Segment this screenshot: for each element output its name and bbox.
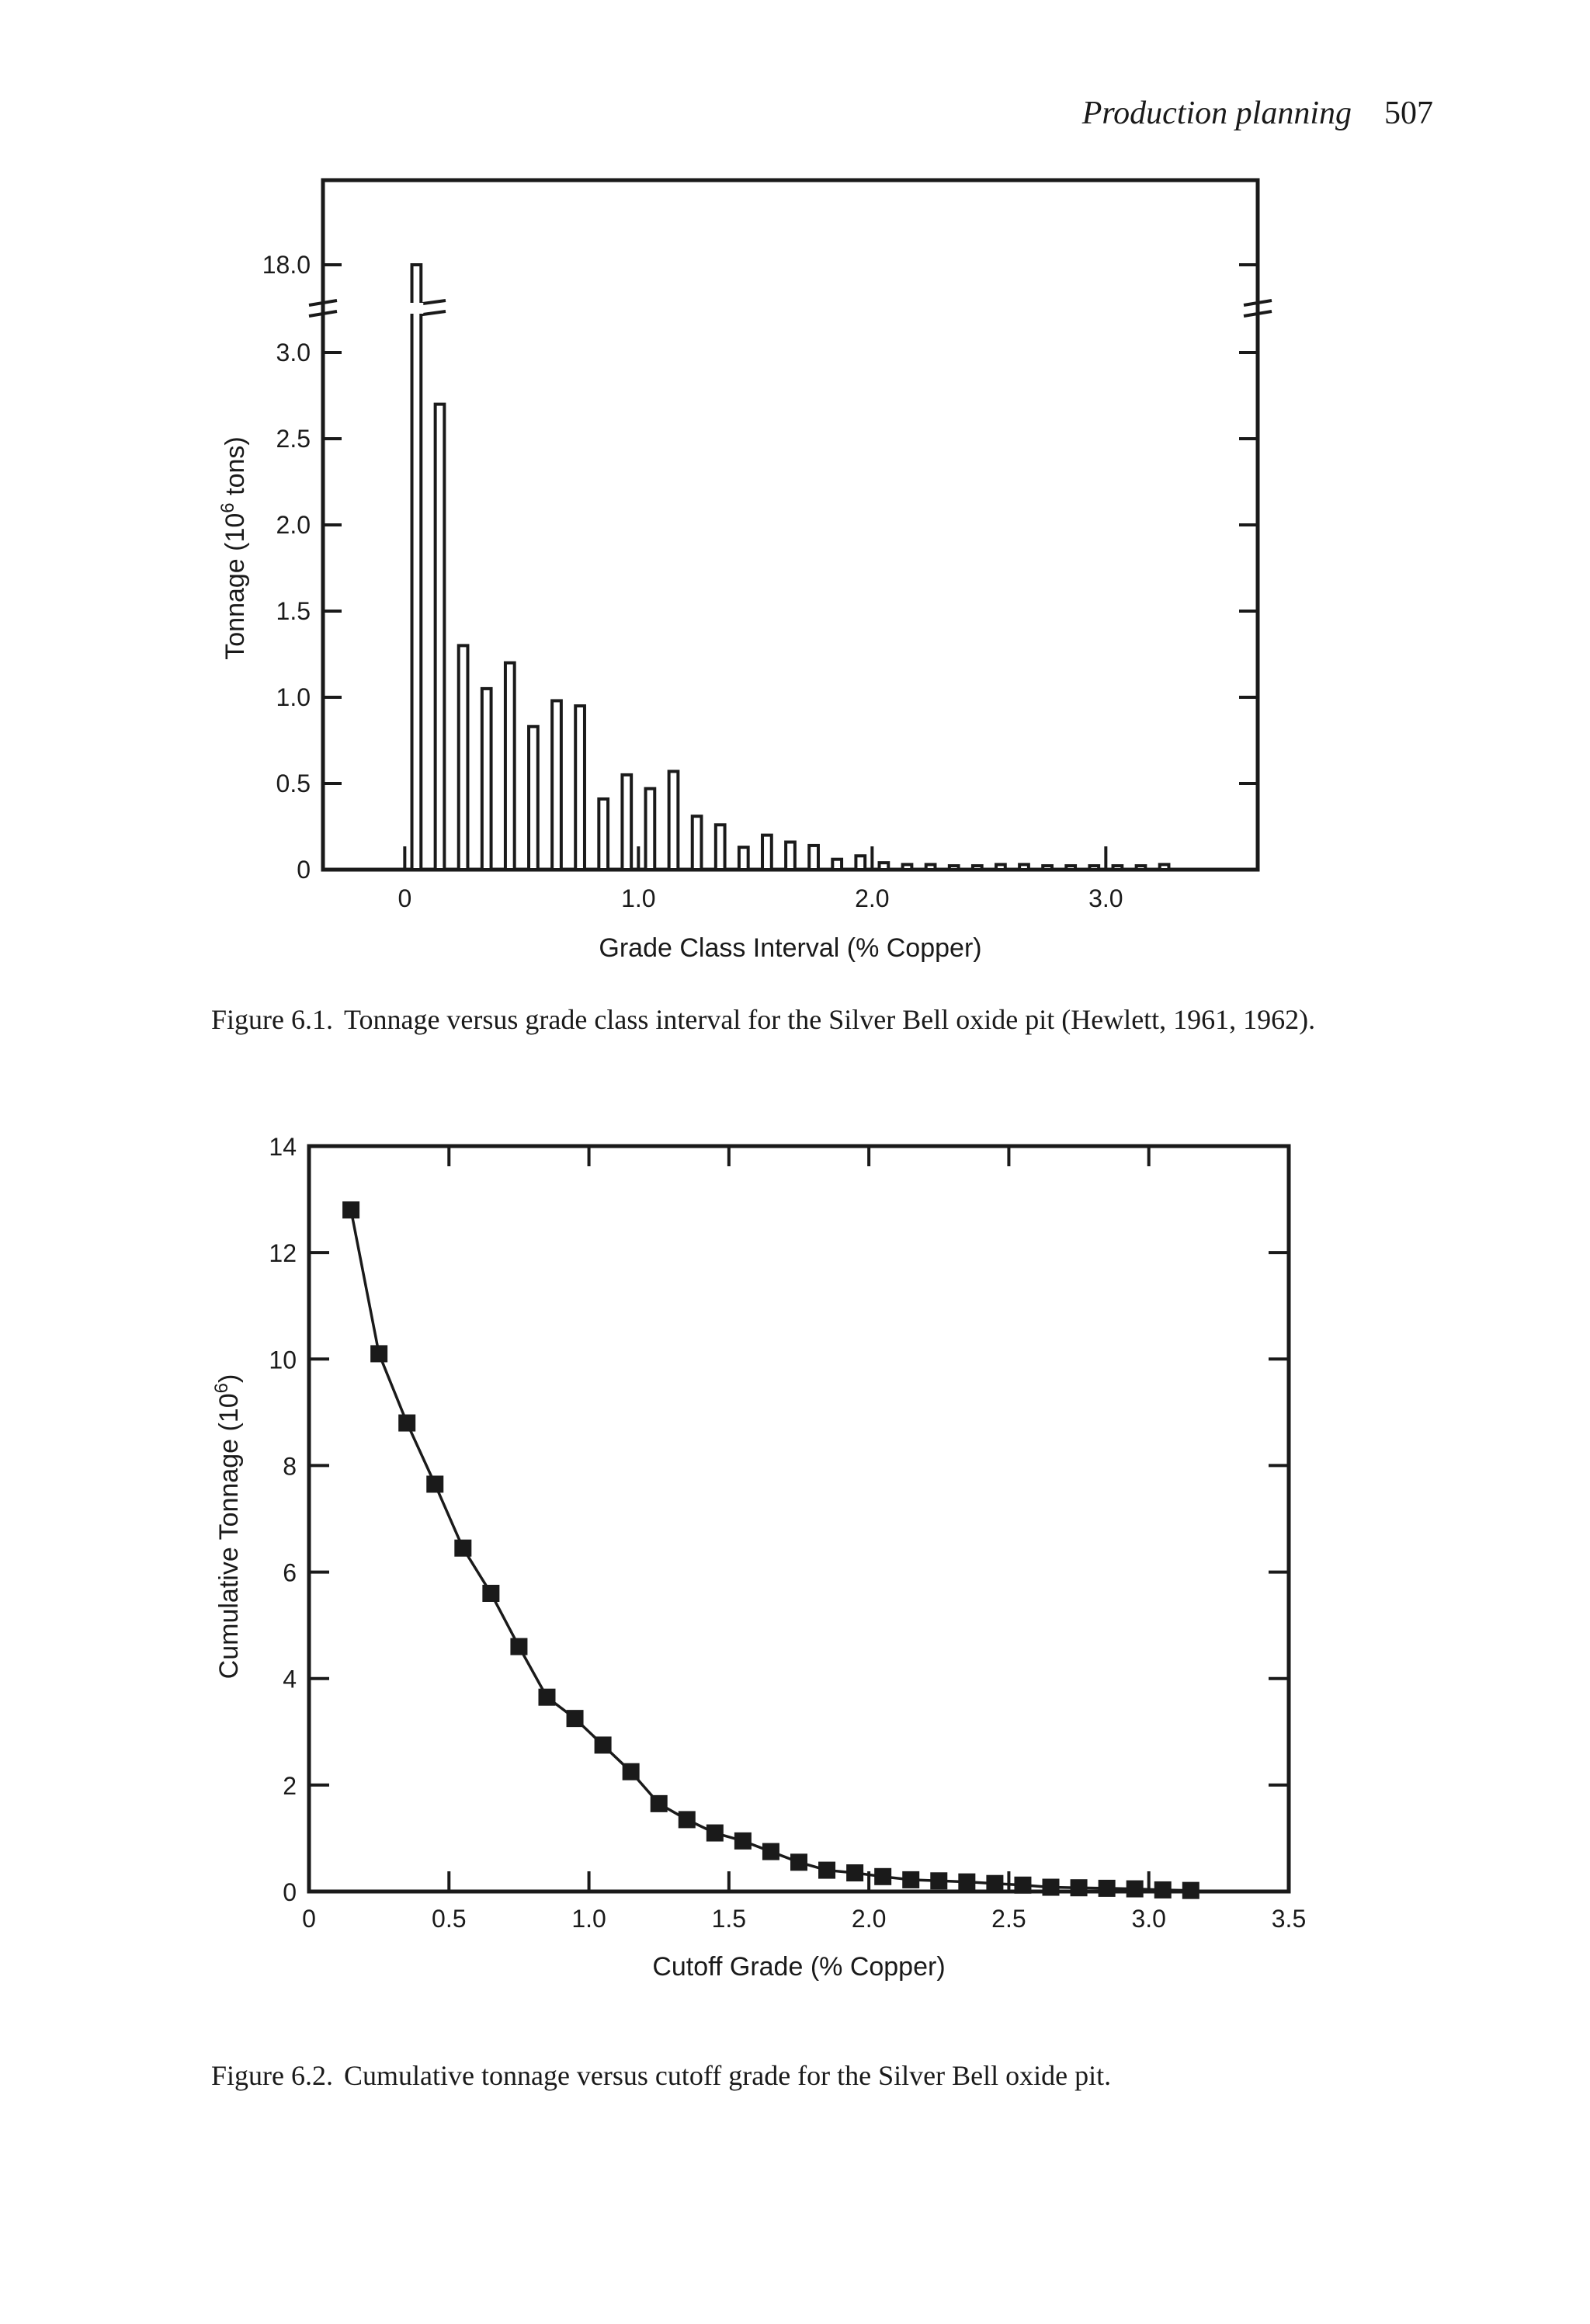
data-point [1127,1881,1144,1898]
x-tick-label: 3.0 [1131,1905,1166,1933]
data-point [370,1345,387,1362]
bar [482,689,491,870]
running-head-title: Production planning [1081,96,1352,131]
figure-6-2-label: Figure 6.2. [211,2060,333,2091]
data-point [1182,1882,1199,1899]
bar [1160,864,1169,870]
figure-6-1-caption-text: Tonnage versus grade class interval for the Silver Bell oxide pit (Hewlett, 1961, 1962). [344,1004,1316,1035]
data-point [734,1832,752,1850]
x-tick-label: 0.5 [432,1905,467,1933]
y-tick-label: 3.0 [276,339,311,366]
figure-6-1-bar-chart [0,155,1590,963]
x-tick-label: 1.0 [621,884,656,912]
bar [716,825,725,870]
bar [996,864,1005,870]
y-tick-label: 2 [283,1771,297,1800]
y-axis-label: Tonnage ($10^6$ tons) [217,436,250,660]
y-tick-label: 6 [283,1558,297,1587]
data-point [482,1585,499,1602]
data-point [342,1201,359,1218]
y-tick-label: 14 [269,1133,297,1161]
figure-6-2-line-chart [0,1103,1590,1988]
data-point [1014,1877,1031,1894]
bar [762,835,772,870]
bar [949,866,959,870]
series-line [351,1210,1191,1890]
bar [459,645,468,870]
data-point [762,1843,779,1860]
bar [529,727,538,870]
data-point [679,1811,696,1828]
data-point [623,1763,640,1780]
x-tick-label: 3.5 [1271,1905,1307,1933]
y-tick-label: 1.5 [276,597,311,625]
x-tick-label: 2.0 [851,1905,887,1933]
plot-frame [309,1146,1289,1892]
data-point [874,1868,891,1885]
data-point [1071,1879,1088,1896]
y-tick-label: 10 [269,1346,297,1374]
y-tick-label: 8 [283,1452,297,1481]
bar [412,265,422,870]
bar [1066,866,1075,870]
bar [880,863,889,870]
bar [1137,866,1146,870]
y-tick-label: 2.5 [276,425,311,453]
bar [622,775,631,870]
bar [1043,866,1052,870]
bar [669,771,679,870]
bar [739,847,748,870]
bar [693,816,702,870]
figure-6-2-caption [211,2059,1111,2092]
bar [1089,866,1099,870]
bar [786,842,795,870]
bar [903,864,912,870]
data-point [1043,1879,1060,1896]
x-tick-label: 0 [302,1905,316,1933]
bar [1113,866,1123,870]
data-point [902,1871,919,1888]
x-axis-label: Cutoff Grade (% Copper) [652,1952,946,1982]
data-point [651,1795,668,1812]
y-axis-label: Cumulative Tonnage $(10^6)$ [210,1374,244,1680]
data-point [986,1875,1003,1892]
data-point [790,1853,807,1871]
data-point [567,1710,584,1727]
bar [505,663,515,870]
data-point [1099,1880,1116,1897]
x-tick-label: 0 [398,884,412,912]
y-tick-label: 4 [283,1665,297,1693]
data-point [930,1872,947,1889]
data-point [846,1864,863,1881]
page-number: 507 [1384,96,1433,131]
bar [436,405,445,870]
bar [1019,864,1029,870]
running-head [1082,95,1433,132]
data-point [398,1415,415,1432]
bar [832,860,842,870]
y-tick-label: 18.0 [262,251,311,279]
x-tick-label: 2.5 [991,1905,1026,1933]
y-tick-label: 12 [269,1239,297,1268]
y-tick-label: 0 [297,856,311,884]
data-point [595,1736,612,1753]
data-point [538,1689,555,1706]
data-point [510,1638,527,1655]
bar [856,856,865,870]
data-point [1154,1881,1172,1898]
bar [809,846,818,870]
x-axis-label: Grade Class Interval (% Copper) [599,933,982,963]
data-point [818,1862,835,1879]
y-tick-label: 1.0 [276,683,311,711]
y-tick-label: 0 [283,1878,297,1906]
y-tick-label: 0.5 [276,769,311,797]
data-point [958,1874,975,1891]
bar [575,706,585,870]
bar [599,799,608,870]
bar [926,864,936,870]
data-point [454,1540,471,1557]
bar [973,866,982,870]
figure-6-1-caption [211,1003,1315,1036]
bar [552,700,561,870]
x-tick-label: 1.5 [711,1905,747,1933]
bar-break-gap [410,303,424,314]
figure-6-1-label: Figure 6.1. [211,1004,333,1035]
data-point [426,1475,443,1492]
x-tick-label: 2.0 [855,884,890,912]
bar [646,789,655,870]
x-tick-label: 3.0 [1088,884,1123,912]
y-tick-label: 2.0 [276,511,311,539]
figure-6-2-caption-text: Cumulative tonnage versus cutoff grade for the Silver Bell oxide pit. [344,2060,1112,2091]
data-point [706,1825,724,1842]
x-tick-label: 1.0 [571,1905,606,1933]
